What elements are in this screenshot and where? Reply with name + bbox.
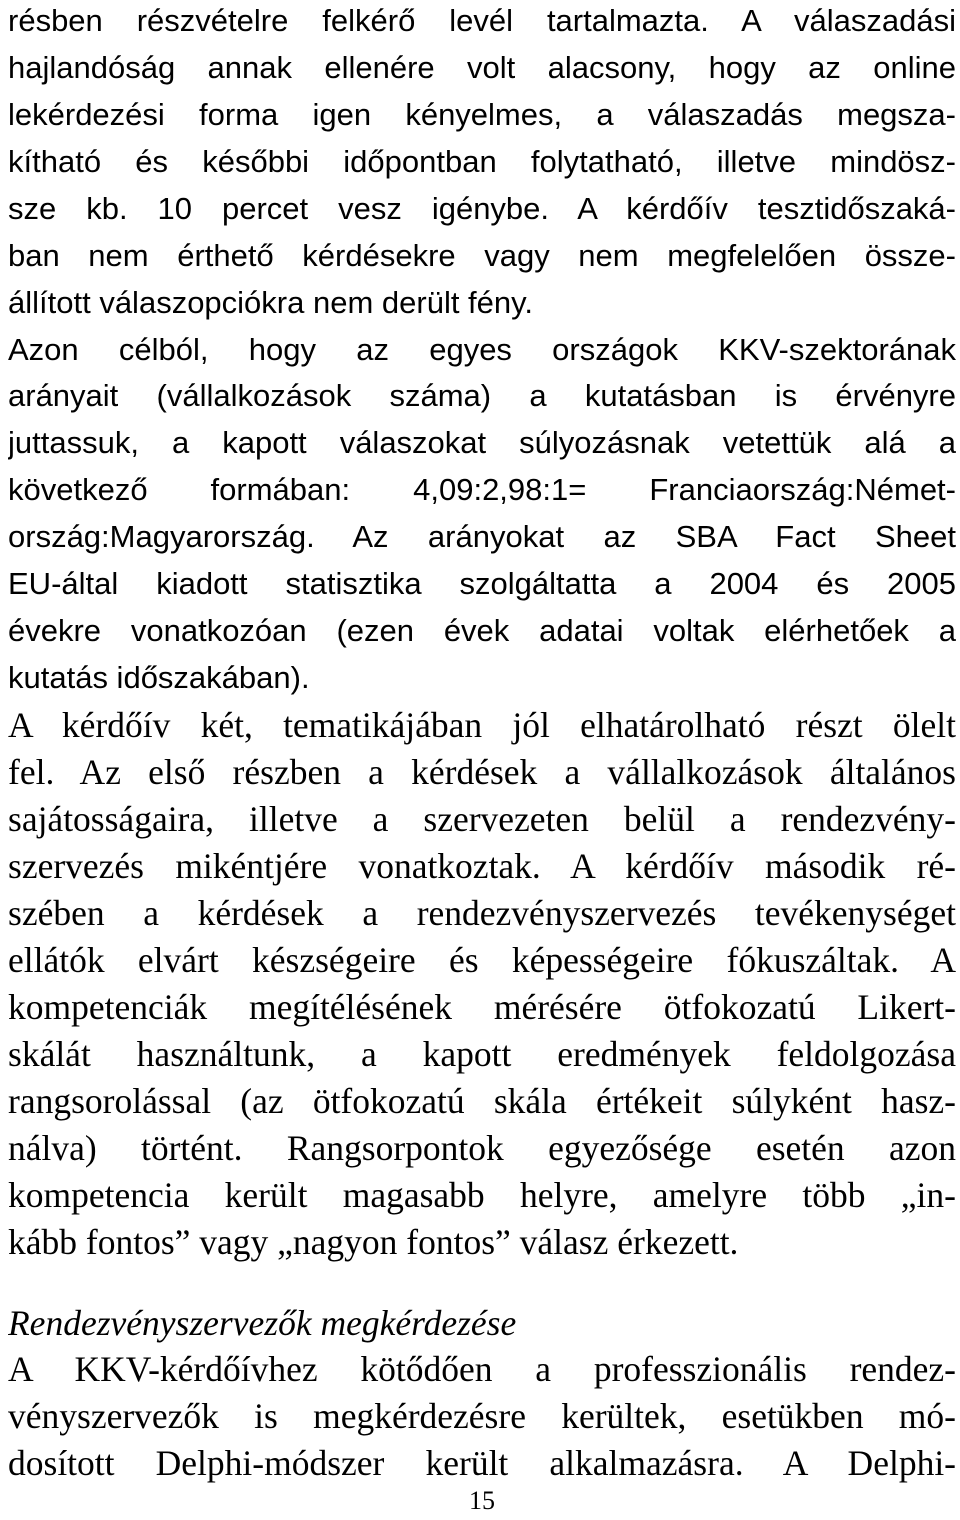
- text-line: lekérdezési forma igen kényelmes, a válaszadás megsza-: [8, 97, 956, 132]
- text-line: EU-által kiadott statisztika szolgáltatta a 2004 és 2005: [8, 566, 956, 601]
- text-line: kompetenciák megítélésének mérésére ötfokozatú Likert-: [8, 987, 956, 1027]
- text-line: résben részvételre felkérő levél tartalmazta. A válaszadási: [8, 3, 956, 38]
- text-line: dosított Delphi-módszer került alkalmazásra. A Delphi-: [8, 1443, 956, 1483]
- text-line: Azon célból, hogy az egyes országok KKV-szektorának: [8, 332, 956, 367]
- text-line: kompetencia került magasabb helyre, amelyre több „in-: [8, 1175, 956, 1215]
- text-line: évekre vonatkozóan (ezen évek adatai voltak elérhetőek a: [8, 613, 956, 648]
- page-number: 15: [469, 1486, 495, 1515]
- text-line: kutatás időszakában).: [8, 660, 310, 695]
- text-line: kítható és későbbi időpontban folytatható, illetve mindösz-: [8, 144, 956, 179]
- text-line: sajátosságaira, illetve a szervezeten belül a rendezvény-: [8, 799, 956, 839]
- text-line: hajlandóság annak ellenére volt alacsony, hogy az online: [8, 50, 956, 85]
- text-line: A KKV-kérdőívhez kötődően a professzionális rendez-: [8, 1349, 956, 1389]
- text-line: sze kb. 10 percet vesz igénybe. A kérdőív tesztidőszaká-: [8, 191, 956, 226]
- text-line: nálva) történt. Rangsorpontok egyezősége esetén azon: [8, 1128, 956, 1168]
- text-line: fel. Az első részben a kérdések a vállalkozások általános: [8, 752, 956, 792]
- text-line: skálát használtunk, a kapott eredmények feldolgozása: [8, 1034, 956, 1074]
- text-line: kább fontos” vagy „nagyon fontos” válasz érkezett.: [8, 1222, 739, 1262]
- text-line: arányait (vállalkozások száma) a kutatásban is érvényre: [8, 378, 956, 413]
- text-line: állított válaszopciókra nem derült fény.: [8, 285, 533, 320]
- text-line: vényszervezők is megkérdezésre kerültek, esetükben mó-: [8, 1396, 956, 1436]
- text-line: szervezés mikéntjére vonatkoztak. A kérdőív második ré-: [8, 846, 956, 886]
- text-line: rangsorolással (az ötfokozatú skála értékeit súlyként hasz-: [8, 1081, 956, 1121]
- section-heading: Rendezvényszervezők megkérdezése: [8, 1303, 517, 1343]
- text-line: ország:Magyarország. Az arányokat az SBA Fact Sheet: [8, 519, 956, 554]
- document-page: [8, 0, 956, 1520]
- text-line: következő formában: 4,09:2,98:1= Franciaország:Német-: [8, 472, 956, 507]
- text-line: ellátók elvárt készségeire és képességeire fókuszáltak. A: [8, 940, 956, 980]
- text-line: A kérdőív két, tematikájában jól elhatárolható részt ölelt: [8, 705, 956, 745]
- text-line: ban nem érthető kérdésekre vagy nem megfelelően össze-: [8, 238, 956, 273]
- text-line: juttassuk, a kapott válaszokat súlyozásnak vetettük alá a: [8, 425, 956, 460]
- text-line: szében a kérdések a rendezvényszervezés tevékenységet: [8, 893, 956, 933]
